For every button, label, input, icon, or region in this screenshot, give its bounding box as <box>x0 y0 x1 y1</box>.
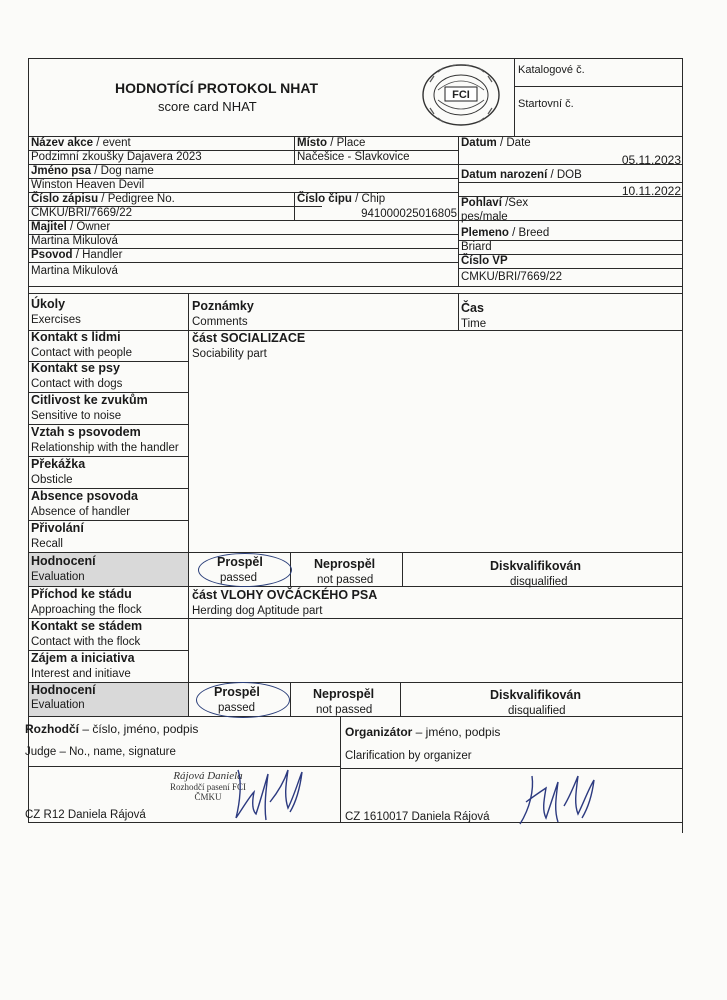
event-name-value: Podzimní zkoušky Dajavera 2023 <box>31 151 202 163</box>
handler-value: Martina Mikulová <box>31 265 118 277</box>
col-time-en: Time <box>461 318 487 330</box>
exercise-contact-dogs: Kontakt se psy <box>31 361 120 375</box>
exercise-contact-people-en: Contact with people <box>31 347 133 359</box>
pedigree-label: Číslo zápisu / Pedigree No. <box>31 193 175 205</box>
exercise-recall: Přivolání <box>31 521 84 535</box>
evaluation1-dq: Diskvalifikován <box>490 559 582 573</box>
dob-label: Datum narození / DOB <box>461 169 582 181</box>
part1-subtitle: Sociability part <box>192 348 267 360</box>
chip-value: 941000025016805 <box>361 208 457 220</box>
evaluation1-pass: Prospěl <box>217 555 263 569</box>
place-label: Místo / Place <box>297 137 366 149</box>
dob-value: 10.11.2022 <box>621 184 681 198</box>
evaluation1-dq-en: disqualified <box>510 576 568 588</box>
organizer-label: Organizátor – jméno, podpis <box>345 725 501 739</box>
form-subtitle: score card NHAT <box>158 99 257 114</box>
owner-value: Martina Mikulová <box>31 235 118 247</box>
evaluation2-fail-en: not passed <box>316 704 373 716</box>
judge-stamp: Rájová Daniela Rozhodčí pasení FCI ČMKU <box>170 770 246 802</box>
judge-label-en: Judge – No., name, signature <box>25 746 176 758</box>
exercise-recall-en: Recall <box>31 538 63 550</box>
vp-label: Číslo VP <box>461 255 508 267</box>
part1-title: část SOCIALIZACE <box>192 331 306 345</box>
breed-value: Briard <box>461 241 492 253</box>
evaluation1-fail: Neprospěl <box>314 557 376 571</box>
exercise-contact-dogs-en: Contact with dogs <box>31 378 123 390</box>
organizer-signature <box>512 768 612 828</box>
chip-label: Číslo čipu / Chip <box>297 193 386 205</box>
form-title: HODNOTÍCÍ PROTOKOL NHAT <box>115 80 318 96</box>
part2-subtitle: Herding dog Aptitude part <box>192 605 323 617</box>
evaluation2-label: Hodnocení <box>31 683 96 697</box>
handler-label: Psovod / Handler <box>31 249 123 261</box>
col-exercises-cz: Úkoly <box>31 297 66 311</box>
organizer-value: CZ 1610017 Daniela Rájová <box>345 811 490 823</box>
judge-signature <box>230 762 325 824</box>
sex-label: Pohlaví /Sex <box>461 197 529 209</box>
date-value: 05.11.2023 <box>621 153 681 167</box>
fci-logo-letters: FCI <box>452 89 470 101</box>
catalog-number-label: Katalogové č. <box>518 64 585 76</box>
exercise-obstacle: Překážka <box>31 457 86 471</box>
judge-label: Rozhodčí – číslo, jméno, podpis <box>25 722 199 736</box>
evaluation2-fail: Neprospěl <box>313 687 375 701</box>
col-comments-cz: Poznámky <box>192 299 254 313</box>
fci-logo-seal <box>418 62 504 128</box>
exercise-absence-handler-en: Absence of handler <box>31 506 131 518</box>
evaluation1-label: Hodnocení <box>31 554 96 568</box>
evaluation2-pass-en: passed <box>218 702 256 714</box>
vp-value: CMKU/BRI/7669/22 <box>461 271 562 283</box>
evaluation2-label-en: Evaluation <box>31 699 85 711</box>
event-name-label: Název akce / event <box>31 137 131 149</box>
sex-value: pes/male <box>461 211 508 223</box>
dog-name-label: Jméno psa / Dog name <box>31 165 154 177</box>
evaluation1-fail-en: not passed <box>317 574 374 586</box>
col-exercises-en: Exercises <box>31 314 81 326</box>
exercise-obstacle-en: Obsticle <box>31 474 73 486</box>
col-time-cz: Čas <box>461 301 484 315</box>
evaluation2-dq-en: disqualified <box>508 705 566 717</box>
part2-title: část VLOHY OVČÁCKÉHO PSA <box>192 588 378 602</box>
breed-label: Plemeno / Breed <box>461 227 550 239</box>
exercise-absence-handler: Absence psovoda <box>31 489 138 503</box>
exercise-approach-flock-en: Approaching the flock <box>31 604 142 616</box>
owner-label: Majitel / Owner <box>31 221 111 233</box>
evaluation2-dq: Diskvalifikován <box>490 688 582 702</box>
judge-value: CZ R12 Daniela Rájová <box>25 809 146 821</box>
evaluation2-pass: Prospěl <box>214 685 260 699</box>
evaluation1-label-en: Evaluation <box>31 571 85 583</box>
exercise-handler-relationship-en: Relationship with the handler <box>31 442 179 454</box>
exercise-approach-flock: Příchod ke stádu <box>31 587 132 601</box>
pedigree-value: CMKU/BRI/7669/22 <box>31 207 132 219</box>
exercise-interest-en: Interest and initiave <box>31 668 131 680</box>
dog-name-value: Winston Heaven Devil <box>31 179 145 191</box>
start-number-label: Startovní č. <box>518 98 574 110</box>
exercise-contact-flock-en: Contact with the flock <box>31 636 141 648</box>
exercise-noise: Citlivost ke zvukům <box>31 393 148 407</box>
exercise-contact-flock: Kontakt se stádem <box>31 619 143 633</box>
exercise-noise-en: Sensitive to noise <box>31 410 122 422</box>
organizer-label-en: Clarification by organizer <box>345 750 472 762</box>
exercise-contact-people: Kontakt s lidmi <box>31 330 121 344</box>
place-value: Načešice - Slavkovice <box>297 151 410 163</box>
date-label: Datum / Date <box>461 137 531 149</box>
exercise-interest: Zájem a iniciativa <box>31 651 135 665</box>
col-comments-en: Comments <box>192 316 248 328</box>
evaluation1-pass-en: passed <box>220 572 258 584</box>
exercise-handler-relationship: Vztah s psovodem <box>31 425 141 439</box>
